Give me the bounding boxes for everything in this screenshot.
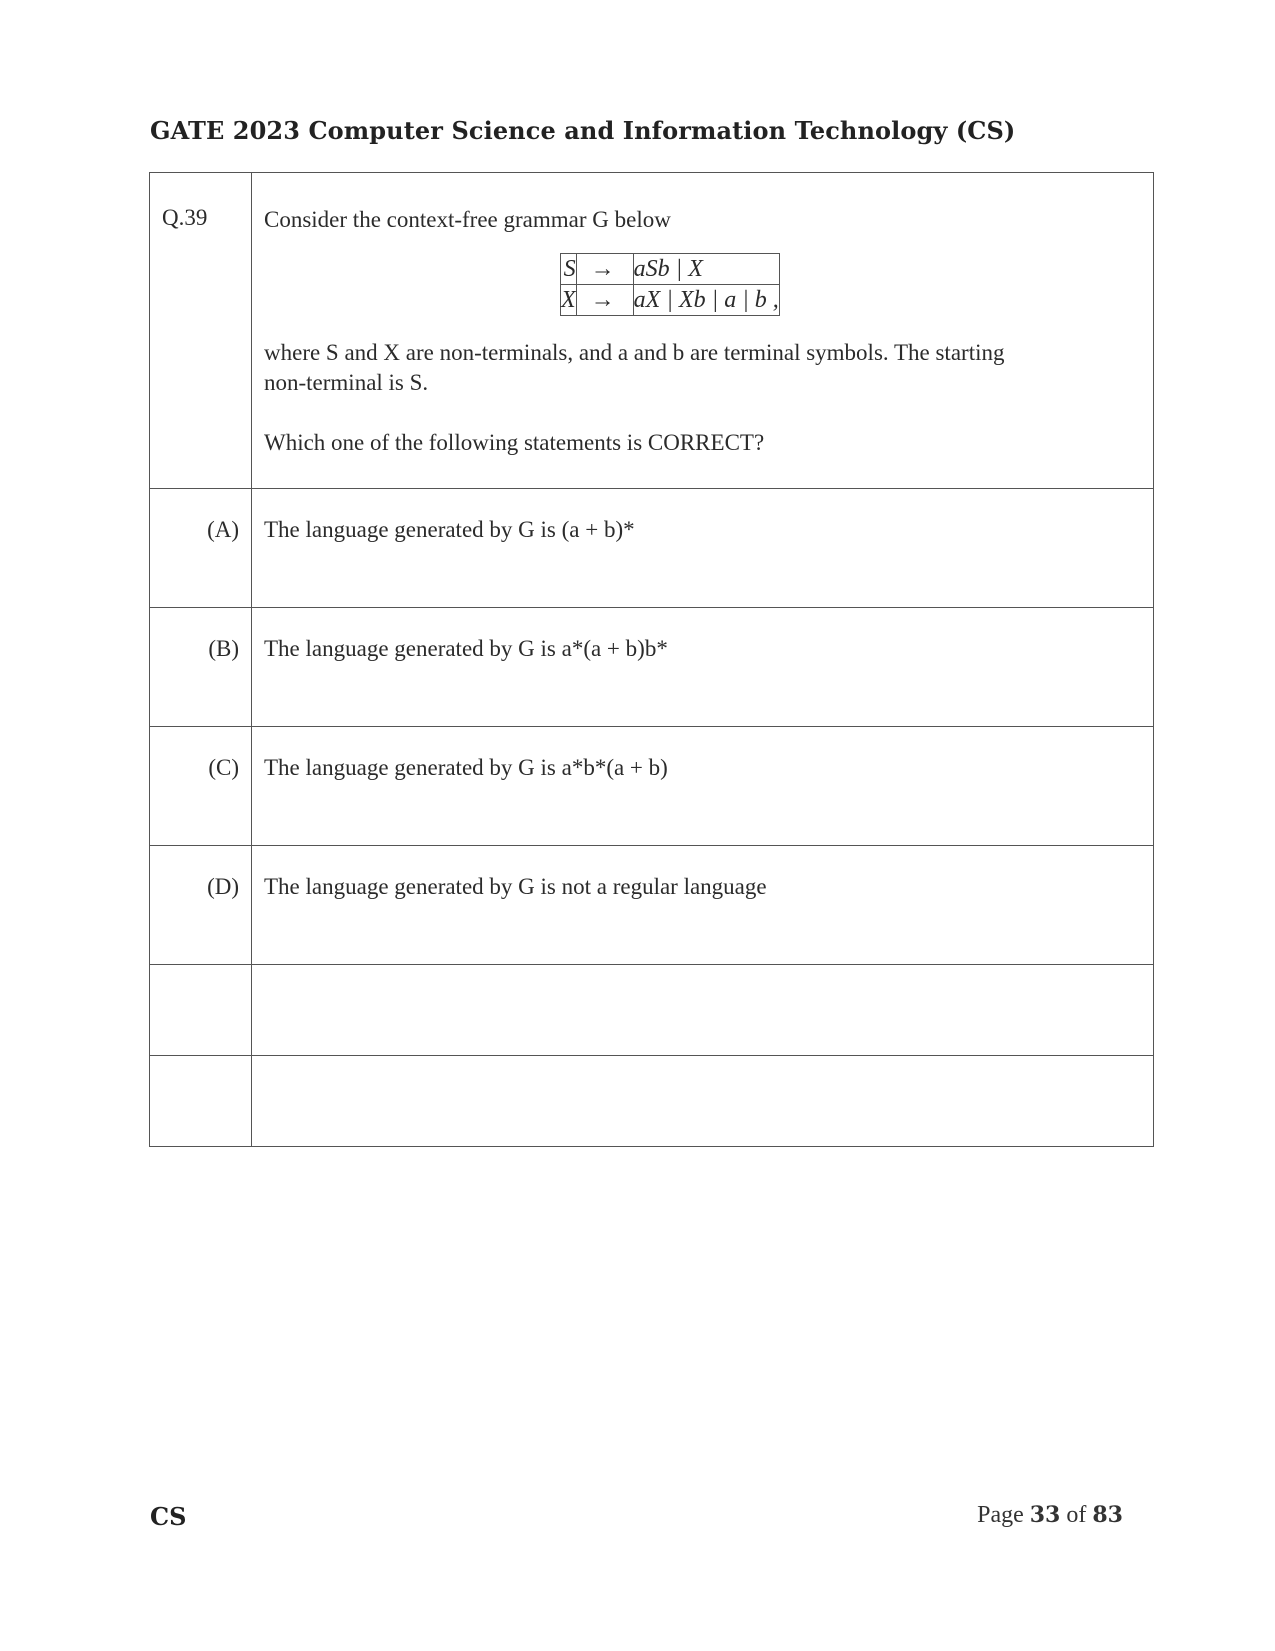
option-row-a bbox=[150, 489, 1154, 608]
footer-subject-code: CS bbox=[150, 1502, 187, 1531]
empty-row bbox=[150, 1056, 1154, 1147]
option-label: (C) bbox=[150, 727, 252, 846]
grammar-rule bbox=[561, 254, 780, 285]
option-text: The language generated by G is a*(a + b)b* bbox=[252, 608, 1154, 727]
of-word: of bbox=[1066, 1502, 1087, 1528]
question-prompt: Which one of the following statements is CORRECT? bbox=[264, 430, 765, 455]
grammar-rhs: aX | Xb | a | b , bbox=[633, 285, 779, 316]
grammar-lhs: X bbox=[561, 285, 577, 316]
question-description-line1: where S and X are non-terminals, and a and b are terminal symbols. The starting bbox=[264, 340, 1005, 365]
page-current: 33 bbox=[1029, 1502, 1061, 1528]
empty-cell bbox=[252, 965, 1154, 1056]
option-text: The language generated by G is (a + b)* bbox=[252, 489, 1154, 608]
option-text: The language generated by G is not a regular language bbox=[252, 846, 1154, 965]
option-text: The language generated by G is a*b*(a + b) bbox=[252, 727, 1154, 846]
grammar-lhs: S bbox=[561, 254, 577, 285]
grammar-rule bbox=[561, 285, 780, 316]
page-word: Page bbox=[977, 1502, 1024, 1528]
question-table bbox=[149, 172, 1154, 1147]
grammar-rhs: aSb | X bbox=[633, 254, 779, 285]
empty-cell bbox=[150, 965, 252, 1056]
page-header-title: GATE 2023 Computer Science and Information Technology (CS) bbox=[150, 116, 1016, 145]
option-label: (D) bbox=[150, 846, 252, 965]
empty-cell bbox=[252, 1056, 1154, 1147]
option-row-b bbox=[150, 608, 1154, 727]
page-total: 83 bbox=[1092, 1502, 1123, 1528]
grammar-arrow: → bbox=[576, 254, 633, 285]
question-intro: Consider the context-free grammar G below bbox=[264, 207, 671, 232]
option-label: (B) bbox=[150, 608, 252, 727]
question-number: Q.39 bbox=[162, 205, 208, 230]
option-label: (A) bbox=[150, 489, 252, 608]
grammar-block bbox=[264, 253, 1141, 316]
grammar-arrow: → bbox=[576, 285, 633, 316]
option-row-d bbox=[150, 846, 1154, 965]
question-description-line2: non-terminal is S. bbox=[264, 370, 429, 395]
question-row bbox=[150, 173, 1154, 489]
empty-cell bbox=[150, 1056, 252, 1147]
question-stem-cell bbox=[252, 173, 1154, 489]
footer-page-number bbox=[977, 1502, 1123, 1529]
question-number-cell bbox=[150, 173, 252, 489]
option-row-c bbox=[150, 727, 1154, 846]
empty-row bbox=[150, 965, 1154, 1056]
